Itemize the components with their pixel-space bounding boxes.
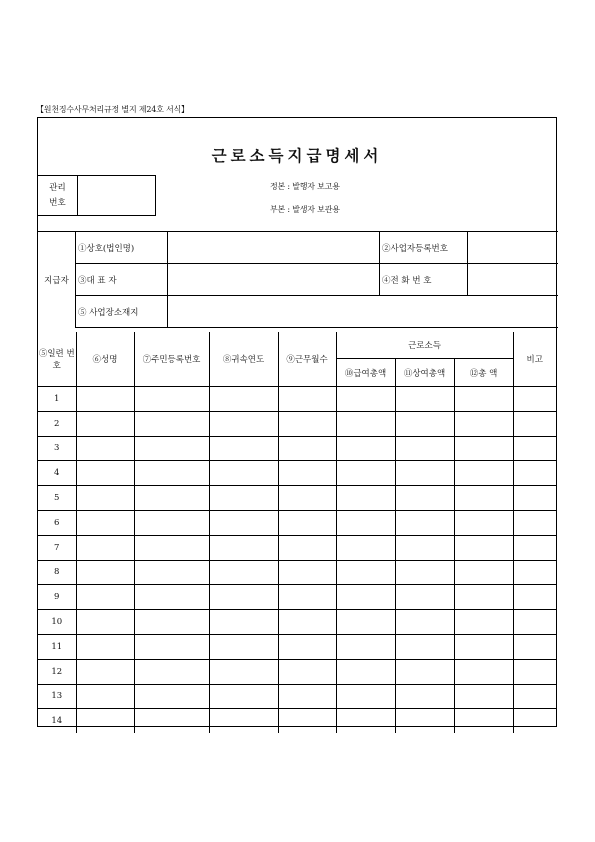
table-cell[interactable] xyxy=(336,411,395,436)
table-cell[interactable] xyxy=(209,486,278,511)
table-cell[interactable] xyxy=(513,535,556,560)
table-row xyxy=(38,610,556,635)
table-cell[interactable] xyxy=(454,510,513,535)
table-cell[interactable] xyxy=(76,411,134,436)
form-title: 근로소득지급명세서 xyxy=(211,147,383,165)
payer-row-company xyxy=(76,232,558,264)
header-bonus-total: ⑪상여총액 xyxy=(395,359,454,387)
table-cell[interactable] xyxy=(76,610,134,635)
row-number: 2 xyxy=(38,411,76,436)
management-label-line1: 관리 xyxy=(49,182,66,193)
table-cell[interactable] xyxy=(76,560,134,585)
table-cell[interactable] xyxy=(134,411,209,436)
table-cell[interactable] xyxy=(454,659,513,684)
row-number: 1 xyxy=(38,387,76,412)
header-grand-total: ⑫총 액 xyxy=(454,359,513,387)
table-cell[interactable] xyxy=(134,684,209,709)
table-cell[interactable] xyxy=(395,560,454,585)
table-cell[interactable] xyxy=(76,684,134,709)
table-cell[interactable] xyxy=(209,634,278,659)
table-cell[interactable] xyxy=(513,387,556,412)
table-cell[interactable] xyxy=(278,411,336,436)
table-cell[interactable] xyxy=(76,436,134,461)
representative-field[interactable] xyxy=(168,264,379,295)
table-cell[interactable] xyxy=(395,535,454,560)
table-cell[interactable] xyxy=(76,535,134,560)
table-row xyxy=(38,709,556,733)
table-cell[interactable] xyxy=(209,684,278,709)
payer-section-label: 지급자 xyxy=(38,232,76,328)
table-row xyxy=(38,684,556,709)
table-cell[interactable] xyxy=(209,535,278,560)
table-cell[interactable] xyxy=(336,560,395,585)
table-cell[interactable] xyxy=(134,461,209,486)
table-cell[interactable] xyxy=(278,510,336,535)
table-row xyxy=(38,659,556,684)
table-cell[interactable] xyxy=(209,610,278,635)
income-table xyxy=(38,332,556,733)
table-cell[interactable] xyxy=(395,684,454,709)
table-cell[interactable] xyxy=(134,709,209,733)
table-cell[interactable] xyxy=(134,510,209,535)
table-cell[interactable] xyxy=(134,436,209,461)
table-cell[interactable] xyxy=(454,486,513,511)
table-row xyxy=(38,411,556,436)
table-cell[interactable] xyxy=(454,684,513,709)
table-cell[interactable] xyxy=(278,684,336,709)
header-resident-no: ⑦주민등록번호 xyxy=(134,332,209,387)
table-cell[interactable] xyxy=(513,659,556,684)
row-number: 14 xyxy=(38,709,76,733)
table-cell[interactable] xyxy=(76,634,134,659)
table-cell[interactable] xyxy=(134,634,209,659)
copy-note-duplicate: 부본 : 발생자 보관용 xyxy=(270,205,340,214)
table-cell[interactable] xyxy=(336,461,395,486)
table-cell[interactable] xyxy=(395,387,454,412)
table-cell[interactable] xyxy=(454,634,513,659)
table-cell[interactable] xyxy=(278,560,336,585)
table-cell[interactable] xyxy=(336,387,395,412)
payer-row-address xyxy=(76,296,558,328)
table-row xyxy=(38,486,556,511)
representative-label: ③대 표 자 xyxy=(78,275,117,286)
table-cell[interactable] xyxy=(134,486,209,511)
table-cell[interactable] xyxy=(76,659,134,684)
table-cell[interactable] xyxy=(209,436,278,461)
payer-row-representative xyxy=(76,264,558,296)
form-frame xyxy=(37,117,557,727)
row-number: 9 xyxy=(38,585,76,610)
row-number: 8 xyxy=(38,560,76,585)
management-number-label xyxy=(38,176,78,215)
table-cell[interactable] xyxy=(513,461,556,486)
phone-label: ④전 화 번 호 xyxy=(382,275,432,286)
table-row xyxy=(38,510,556,535)
table-row xyxy=(38,535,556,560)
phone-field[interactable] xyxy=(468,264,558,295)
table-cell[interactable] xyxy=(278,387,336,412)
row-number: 11 xyxy=(38,634,76,659)
header-name: ⑥성명 xyxy=(76,332,134,387)
table-cell[interactable] xyxy=(209,560,278,585)
table-cell[interactable] xyxy=(395,510,454,535)
table-cell[interactable] xyxy=(134,659,209,684)
table-cell[interactable] xyxy=(336,585,395,610)
table-cell[interactable] xyxy=(76,486,134,511)
row-number: 6 xyxy=(38,510,76,535)
table-cell[interactable] xyxy=(395,461,454,486)
table-cell[interactable] xyxy=(134,387,209,412)
table-cell[interactable] xyxy=(209,709,278,733)
row-number: 12 xyxy=(38,659,76,684)
table-cell[interactable] xyxy=(336,436,395,461)
header-income-group: 근로소득 xyxy=(336,332,513,359)
address-field[interactable] xyxy=(168,296,558,327)
table-cell[interactable] xyxy=(513,634,556,659)
table-cell[interactable] xyxy=(513,585,556,610)
table-cell[interactable] xyxy=(278,585,336,610)
table-cell[interactable] xyxy=(76,709,134,733)
table-cell[interactable] xyxy=(395,585,454,610)
table-cell[interactable] xyxy=(336,709,395,733)
table-cell[interactable] xyxy=(513,709,556,733)
table-cell[interactable] xyxy=(336,684,395,709)
table-row xyxy=(38,461,556,486)
company-name-label: ①상호(법인명) xyxy=(78,243,135,254)
business-reg-field[interactable] xyxy=(468,232,558,263)
table-cell[interactable] xyxy=(336,610,395,635)
table-cell[interactable] xyxy=(278,634,336,659)
row-number: 4 xyxy=(38,461,76,486)
table-cell[interactable] xyxy=(454,535,513,560)
table-cell[interactable] xyxy=(513,436,556,461)
table-cell[interactable] xyxy=(209,585,278,610)
table-cell[interactable] xyxy=(278,535,336,560)
management-number-field[interactable] xyxy=(78,176,155,215)
table-cell[interactable] xyxy=(395,709,454,733)
table-cell[interactable] xyxy=(454,387,513,412)
header-months: ⑨근무월수 xyxy=(278,332,336,387)
table-cell[interactable] xyxy=(76,510,134,535)
table-cell[interactable] xyxy=(395,610,454,635)
management-number-box xyxy=(38,175,156,216)
table-cell[interactable] xyxy=(395,634,454,659)
table-cell[interactable] xyxy=(513,486,556,511)
header-tenure: ⑧귀속연도 xyxy=(209,332,278,387)
table-cell[interactable] xyxy=(395,436,454,461)
table-row xyxy=(38,387,556,412)
table-cell[interactable] xyxy=(454,436,513,461)
table-cell[interactable] xyxy=(513,411,556,436)
table-cell[interactable] xyxy=(134,560,209,585)
header-serial: ⑤일련 번호 xyxy=(38,332,76,387)
table-cell[interactable] xyxy=(454,709,513,733)
table-cell[interactable] xyxy=(76,387,134,412)
row-number: 7 xyxy=(38,535,76,560)
payer-section xyxy=(38,231,558,332)
table-cell[interactable] xyxy=(134,585,209,610)
table-cell[interactable] xyxy=(278,610,336,635)
table-cell[interactable] xyxy=(76,585,134,610)
table-cell[interactable] xyxy=(76,461,134,486)
table-cell[interactable] xyxy=(209,659,278,684)
table-cell[interactable] xyxy=(395,659,454,684)
form-reference: 【원천징수사무처리규정 별지 제24호 서식】 xyxy=(36,105,189,114)
table-cell[interactable] xyxy=(513,560,556,585)
table-cell[interactable] xyxy=(454,560,513,585)
table-cell[interactable] xyxy=(278,436,336,461)
header-salary-total: ⑩급여총액 xyxy=(336,359,395,387)
row-number: 3 xyxy=(38,436,76,461)
table-cell[interactable] xyxy=(513,684,556,709)
table-cell[interactable] xyxy=(209,461,278,486)
table-cell[interactable] xyxy=(513,510,556,535)
table-row xyxy=(38,560,556,585)
business-reg-label: ②사업자등록번호 xyxy=(382,243,448,254)
table-cell[interactable] xyxy=(336,510,395,535)
table-cell[interactable] xyxy=(395,411,454,436)
table-cell[interactable] xyxy=(278,709,336,733)
table-cell[interactable] xyxy=(134,610,209,635)
table-cell[interactable] xyxy=(209,510,278,535)
table-cell[interactable] xyxy=(278,461,336,486)
table-cell[interactable] xyxy=(454,461,513,486)
row-number: 5 xyxy=(38,486,76,511)
table-cell[interactable] xyxy=(209,411,278,436)
table-cell[interactable] xyxy=(454,610,513,635)
table-cell[interactable] xyxy=(513,610,556,635)
header-remarks: 비고 xyxy=(513,332,556,387)
table-cell[interactable] xyxy=(336,634,395,659)
table-cell[interactable] xyxy=(134,535,209,560)
table-cell[interactable] xyxy=(454,585,513,610)
table-cell[interactable] xyxy=(336,659,395,684)
table-row xyxy=(38,436,556,461)
table-cell[interactable] xyxy=(278,659,336,684)
table-cell[interactable] xyxy=(336,535,395,560)
table-cell[interactable] xyxy=(336,486,395,511)
row-number: 13 xyxy=(38,684,76,709)
management-label-line2: 번호 xyxy=(49,197,66,208)
table-row xyxy=(38,634,556,659)
table-cell[interactable] xyxy=(278,486,336,511)
row-number: 10 xyxy=(38,610,76,635)
company-name-field[interactable] xyxy=(168,232,379,263)
table-row xyxy=(38,585,556,610)
copy-note-original: 정본 : 발행자 보고용 xyxy=(270,182,340,191)
table-cell[interactable] xyxy=(395,486,454,511)
table-cell[interactable] xyxy=(209,387,278,412)
address-label: ⑤ 사업장소재지 xyxy=(78,307,139,318)
table-cell[interactable] xyxy=(454,411,513,436)
